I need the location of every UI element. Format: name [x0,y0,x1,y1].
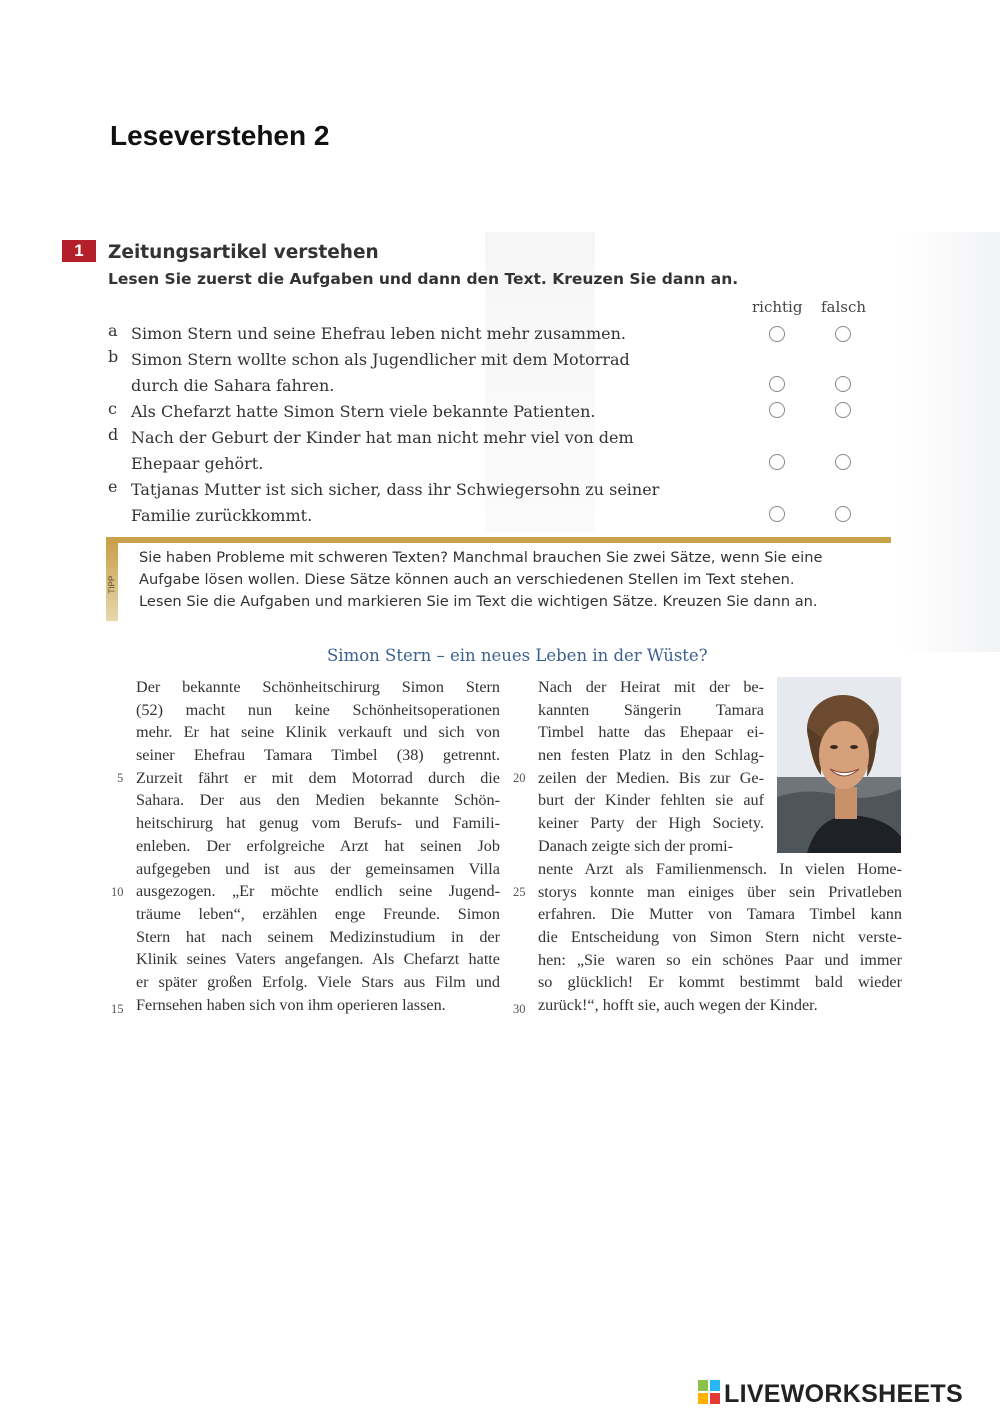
article-line: Danach zeigte sich der promi- [538,836,734,855]
article-left-column [136,676,500,1016]
liveworksheets-brand: LIVEWORKSHEETS [724,1380,963,1408]
article-right-column-wide [538,858,902,1017]
article-line: ausgezogen. „Er möchte endlich seine Jugend- [136,882,500,901]
article-line: träume leben“, erzählen enge Freunde. Simon [136,904,500,923]
article-line: enleben. Der erfolgreiche Arzt hat seinen Job [136,836,500,855]
article-line: Nach der Heirat mit der be- [538,678,764,696]
article-line: nente Arzt als Familienmensch. In vielen Home- [538,860,902,878]
article-line: Klinik seines Vaters angefangen. Als Chefarzt hatte [136,950,500,969]
question-a-letter: a [108,321,118,340]
question-e-text: Tatjanas Mutter ist sich sicher, dass ihr Schwiegersohn zu seiner Familie zurückkommt. [131,480,660,525]
question-c-text: Als Chefarzt hatte Simon Stern viele bekannte Patienten. [131,402,596,421]
tip-text: Sie haben Probleme mit schweren Texten? Manchmal brauchen Sie zwei Sätze, wenn Sie eine Aufgabe lösen wollen. Diese Sätze können auch an verschiedenen Stellen im Text stehen. Lesen Sie die Aufgaben und markieren Sie im Text die wichtigen Sätze. Kreuzen Sie dann an. [139,549,823,610]
column-header-falsch: falsch [821,298,867,316]
article-line: Fernsehen haben sich von ihm operieren lassen. [136,995,446,1014]
question-a-falsch-radio[interactable] [835,326,851,342]
question-b-text: Simon Stern wollte schon als Jugendlicher mit dem Motorrad durch die Sahara fahren. [131,350,630,395]
task-title: Zeitungsartikel verstehen [108,242,379,263]
question-d-richtig-radio[interactable] [769,454,785,470]
article-line: Zurzeit fährt er mit dem Motorrad durch die [136,768,500,787]
question-e-richtig-radio[interactable] [769,506,785,522]
article-line: heitschirurg hat genug vom Berufs- und Famili- [136,814,500,833]
article-line: hen: „Sie waren so ein schönes Paar und immer [538,950,902,969]
article-line: aufgegeben und ist aus der gemeinsamen Villa [136,859,500,878]
portrait-photo [777,677,901,853]
line-number: 15 [111,1002,124,1016]
article-line: zurück!“, hofft sie, auch wegen der Kinder. [538,996,818,1015]
article-line: keiner Party der High Society. [538,814,764,833]
article-line: zeilen der Medien. Bis zur Ge- [538,768,764,787]
question-b-letter: b [108,347,119,366]
article-line: Der bekannte Schönheitschirurg Simon Stern [136,678,500,696]
article-line: Timbel hatte das Ehepaar ei- [538,723,764,742]
question-c-falsch-radio[interactable] [835,402,851,418]
article-line: so glücklich! Er kommt bestimmt bald wieder [538,973,902,992]
scan-shadow-right [900,232,1000,652]
article-line: (52) macht nun keine Schönheitsoperationen [136,700,500,719]
article-line: Sahara. Der aus den Medien bekannte Schön- [136,791,500,810]
question-b-falsch-radio[interactable] [835,376,851,392]
question-c-richtig-radio[interactable] [769,402,785,418]
task-number-badge: 1 [62,240,96,262]
article-line: erfahren. Die Mutter von Tamara Timbel kann [538,905,902,924]
question-b-richtig-radio[interactable] [769,376,785,392]
line-number: 25 [513,885,526,899]
article-line: er später großen Erfolg. Viele Stars aus Film und [136,972,500,991]
article-line: mehr. Er hat seine Klinik verkauft und sich von [136,723,500,742]
article-line: storys konnte man einiges über sein Privatleben [538,882,902,901]
question-d-text: Nach der Geburt der Kinder hat man nicht mehr viel von dem Ehepaar gehört. [131,428,634,473]
question-c-letter: c [108,399,117,418]
line-number: 5 [117,771,124,785]
article-line: Stern hat nach seinem Medizinstudium in der [136,927,500,946]
article-line: kannten Sängerin Tamara [538,700,764,719]
tip-top-bar [106,537,891,543]
article-right-column-narrow [538,676,764,858]
line-number: 30 [513,1002,526,1016]
page-title: Leseverstehen 2 [110,120,330,151]
line-number: 10 [111,885,124,899]
question-e-falsch-radio[interactable] [835,506,851,522]
portrait-illustration [777,677,901,853]
task-instruction: Lesen Sie zuerst die Aufgaben und dann den Text. Kreuzen Sie dann an. [108,270,739,288]
question-d-letter: d [108,425,119,444]
question-d-falsch-radio[interactable] [835,454,851,470]
question-a-text: Simon Stern und seine Ehefrau leben nicht mehr zusammen. [131,324,626,343]
question-e-letter: e [108,477,118,496]
article-title: Simon Stern – ein neues Leben in der Wüste? [327,646,708,665]
article-line: burt der Kinder fehlten sie auf [538,791,764,810]
line-number: 20 [513,771,526,785]
tip-label: TIPP [107,575,117,594]
article-line: nen festen Platz in den Schlag- [538,746,764,765]
article-line: die Entscheidung von Simon Stern nicht verste- [538,928,902,947]
column-header-richtig: richtig [752,298,803,316]
liveworksheets-logo-icon [698,1380,720,1404]
question-a-richtig-radio[interactable] [769,326,785,342]
article-line: seiner Ehefrau Tamara Timbel (38) getrennt. [136,746,500,765]
